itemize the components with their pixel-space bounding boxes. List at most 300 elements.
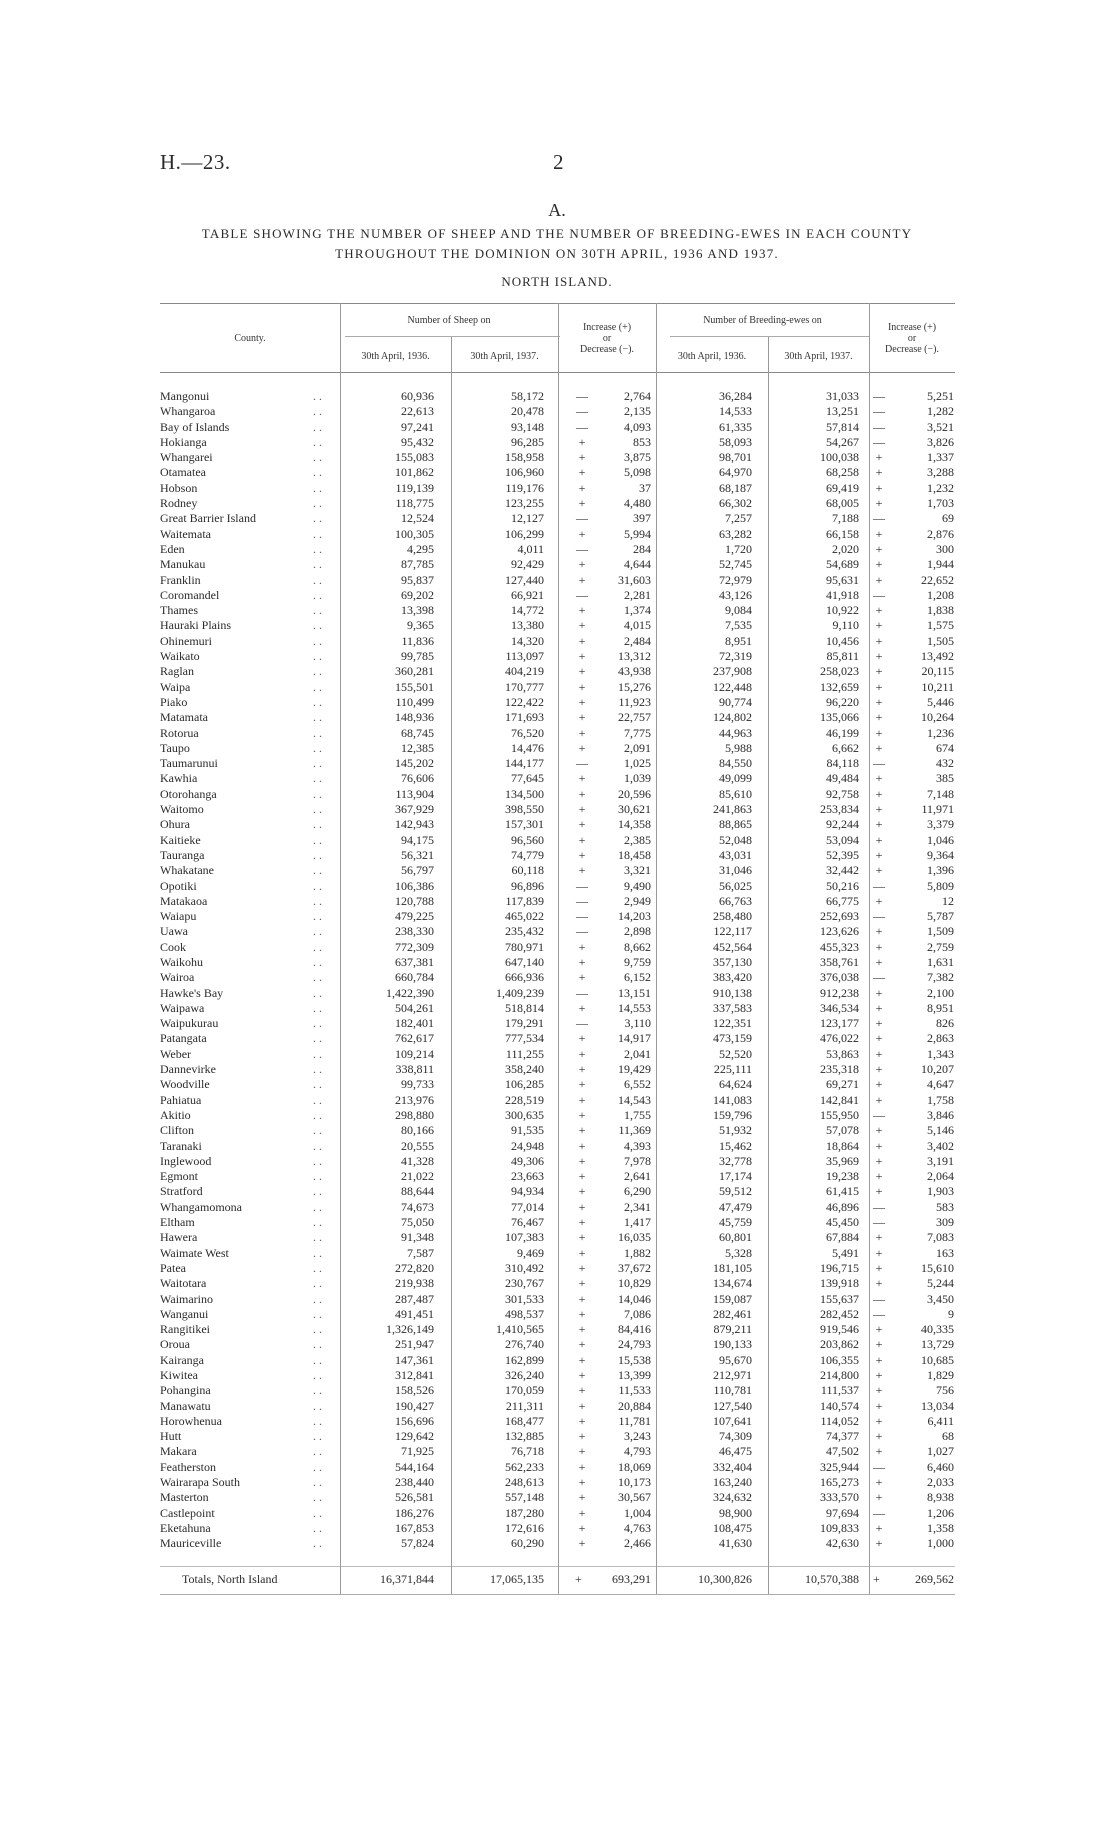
ewes-change-sign: +	[875, 541, 883, 556]
table-title-line2: THROUGHOUT THE DOMINION ON 30TH APRIL, 1936 AND 1937.	[335, 246, 779, 261]
ewes-change: 3,450	[927, 1291, 954, 1306]
sheep-1936: 251,947	[395, 1337, 434, 1352]
ewes-change-sign: +	[875, 939, 883, 954]
leader-dots: . .	[313, 1031, 322, 1046]
ewes-1937: 196,715	[820, 1260, 859, 1275]
table-row	[0, 435, 1114, 450]
leader-dots: . .	[313, 1062, 322, 1077]
sheep-1937: 14,772	[511, 603, 544, 618]
leader-dots: . .	[313, 802, 322, 817]
county-name: Makara	[160, 1444, 197, 1459]
sheep-1936: 97,241	[401, 419, 434, 434]
county-name: Waikato	[160, 649, 200, 664]
table-row	[0, 1292, 1114, 1307]
totals-sheep-sign: +	[575, 1572, 582, 1586]
ewes-1937: 85,811	[826, 649, 859, 664]
sheep-1936: 186,276	[395, 1505, 434, 1520]
sheep-change-sign: +	[578, 832, 586, 847]
ewes-change-sign: +	[875, 1031, 883, 1046]
county-name: Matamata	[160, 710, 208, 725]
county-name: Taupo	[160, 740, 190, 755]
sheep-1937: 235,432	[505, 924, 544, 939]
table-row	[0, 710, 1114, 725]
sheep-1936: 213,976	[395, 1092, 434, 1107]
sheep-change: 1,039	[624, 771, 651, 786]
ewes-change-sign: —	[873, 434, 885, 449]
ewes-change-sign: +	[875, 1490, 883, 1505]
ewes-change: 1,838	[927, 603, 954, 618]
ewes-change-sign: +	[875, 679, 883, 694]
ewes-change-sign: +	[875, 847, 883, 862]
ewes-change-sign: —	[873, 1291, 885, 1306]
sheep-change-sign: +	[578, 526, 586, 541]
table-row	[0, 924, 1114, 939]
ewes-change: 10,685	[921, 1352, 954, 1367]
county-name: Ohinemuri	[160, 633, 212, 648]
sheep-change-sign: —	[576, 511, 588, 526]
ewes-change-sign: —	[873, 1215, 885, 1230]
sheep-1937: 60,290	[511, 1536, 544, 1551]
sheep-1936: 118,775	[395, 496, 434, 511]
ewes-1937: 32,442	[826, 863, 859, 878]
ewes-change-sign: +	[875, 1245, 883, 1260]
sheep-group-header: Number of Sheep on	[407, 315, 491, 326]
ewes-1936: 14,533	[719, 404, 752, 419]
ewes-1937: 92,244	[826, 817, 859, 832]
ewes-group-rule	[670, 336, 870, 337]
sheep-1936: 287,487	[395, 1291, 434, 1306]
ewes-1937: 96,220	[826, 694, 859, 709]
table-row	[0, 1460, 1114, 1475]
leader-dots: . .	[313, 541, 322, 556]
sheep-1937: 300,635	[505, 1107, 544, 1122]
ewes-change: 1,000	[927, 1536, 954, 1551]
sheep-change-sign: —	[576, 404, 588, 419]
table-row	[0, 404, 1114, 419]
ewes-1936: 41,630	[719, 1536, 752, 1551]
sheep-change: 16,035	[618, 1230, 651, 1245]
sheep-change: 18,069	[618, 1459, 651, 1474]
sheep-change-sign: —	[576, 909, 588, 924]
sheep-1937: 77,645	[511, 771, 544, 786]
ewes-change-sign: +	[875, 954, 883, 969]
ewes-change: 3,379	[927, 817, 954, 832]
ewes-change-sign: +	[875, 450, 883, 465]
ewes-1936: 159,796	[713, 1107, 752, 1122]
sheep-1937: 123,255	[505, 496, 544, 511]
table-row	[0, 1016, 1114, 1031]
sheep-change-sign: +	[578, 1077, 586, 1092]
sheep-change-sign: —	[576, 756, 588, 771]
sheep-1937: 562,233	[505, 1459, 544, 1474]
ewes-1936: 51,932	[719, 1123, 752, 1138]
ewes-1937: 2,020	[832, 541, 859, 556]
sheep-1936: 1,422,390	[386, 985, 434, 1000]
sheep-1936: 367,929	[395, 802, 434, 817]
sheep-change-sign: +	[578, 1138, 586, 1153]
sheep-1937: 106,299	[505, 526, 544, 541]
leader-dots: . .	[313, 572, 322, 587]
ewes-1937: 49,484	[826, 771, 859, 786]
sheep-change: 4,393	[624, 1138, 651, 1153]
leader-dots: . .	[313, 1337, 322, 1352]
county-name: Waitomo	[160, 802, 204, 817]
table-row	[0, 726, 1114, 741]
ewes-1936: 15,462	[719, 1138, 752, 1153]
sheep-1936: 298,880	[395, 1107, 434, 1122]
sheep-change-sign: —	[576, 878, 588, 893]
sheep-1936: 167,853	[395, 1520, 434, 1535]
sheep-1937: 93,148	[511, 419, 544, 434]
sheep-change-sign: +	[578, 1184, 586, 1199]
ewes-change-sign: +	[875, 465, 883, 480]
sheep-change-sign: +	[578, 710, 586, 725]
ewes-1937: 35,969	[826, 1153, 859, 1168]
sheep-change-sign: +	[578, 1291, 586, 1306]
ewes-change: 69	[942, 511, 954, 526]
sheep-change: 4,793	[624, 1444, 651, 1459]
ewes-change-sign: +	[875, 924, 883, 939]
sheep-1937: 23,663	[511, 1169, 544, 1184]
ewes-1936: 134,674	[713, 1276, 752, 1291]
sheep-1937: 465,022	[505, 909, 544, 924]
ewes-1936: 98,701	[719, 450, 752, 465]
sheep-1936: 4,295	[407, 541, 434, 556]
table-row	[0, 833, 1114, 848]
sheep-change-sign: +	[578, 603, 586, 618]
county-name: Eketahuna	[160, 1520, 211, 1535]
ewes-1936: 110,781	[713, 1383, 752, 1398]
ewes-1937: 214,800	[820, 1368, 859, 1382]
ewes-change: 1,208	[927, 587, 954, 602]
ewes-1937: 53,094	[826, 832, 859, 847]
county-name: Hobson	[160, 480, 198, 495]
ewes-change-sign: +	[875, 572, 883, 587]
sheep-change-sign: +	[578, 664, 586, 679]
leader-dots: . .	[313, 725, 322, 740]
county-name: Clifton	[160, 1123, 195, 1138]
sheep-change: 11,781	[618, 1413, 651, 1428]
sheep-1937: 157,301	[505, 817, 544, 832]
ewes-1936: 95,670	[719, 1352, 752, 1367]
ewes-1937: 325,944	[820, 1459, 859, 1474]
table-row	[0, 1215, 1114, 1230]
ewes-change: 1,282	[927, 404, 954, 419]
sheep-1936: 145,202	[395, 756, 434, 771]
sheep-change: 84,416	[618, 1322, 651, 1337]
county-name: Taranaki	[160, 1138, 202, 1153]
sheep-change: 13,312	[618, 649, 651, 664]
table-row	[0, 1490, 1114, 1505]
ewes-change-sign: +	[875, 985, 883, 1000]
ewes-1936: 47,479	[719, 1199, 752, 1214]
sheep-1937: 170,059	[505, 1383, 544, 1398]
sheep-1936: 526,581	[395, 1490, 434, 1505]
ewes-change: 8,951	[927, 1000, 954, 1015]
table-row	[0, 1139, 1114, 1154]
ewes-change: 7,382	[927, 970, 954, 985]
county-name: Piako	[160, 694, 188, 709]
county-name: Waiapu	[160, 909, 197, 924]
ewes-change: 5,244	[927, 1276, 954, 1291]
sheep-change: 20,884	[618, 1398, 651, 1413]
ewes-change-sign: +	[875, 1444, 883, 1459]
ewes-1936: 163,240	[713, 1475, 752, 1490]
table-row	[0, 1307, 1114, 1322]
leader-dots: . .	[313, 679, 322, 694]
leader-dots: . .	[313, 1520, 322, 1535]
sheep-change: 43,938	[618, 664, 651, 679]
sheep-1937: 24,948	[511, 1138, 544, 1153]
ewes-1936: 46,475	[719, 1444, 752, 1459]
ewes-1937: 10,922	[826, 603, 859, 618]
ewes-change-sign: +	[875, 1413, 883, 1428]
ewes-1936: 66,763	[719, 893, 752, 908]
table-row	[0, 986, 1114, 1001]
ewes-1936: 85,610	[719, 786, 752, 801]
totals-ewes-1937: 10,570,388	[805, 1572, 859, 1586]
sheep-1937: 60,118	[511, 863, 544, 878]
sheep-1937: 211,311	[505, 1398, 544, 1413]
ewes-1936: 5,328	[725, 1245, 752, 1260]
leader-dots: . .	[313, 1169, 322, 1184]
ewes-change: 3,521	[927, 419, 954, 434]
sheep-1936: 148,936	[395, 710, 434, 725]
county-name: Uawa	[160, 924, 188, 939]
sheep-1936: 101,862	[395, 465, 434, 480]
ewes-change: 9	[948, 1306, 954, 1321]
sheep-1936: 57,824	[401, 1536, 434, 1551]
table-row	[0, 603, 1114, 618]
county-name: Inglewood	[160, 1153, 212, 1168]
sheep-change: 1,882	[624, 1245, 651, 1260]
sheep-1937: 76,467	[511, 1215, 544, 1230]
sheep-change: 11,923	[618, 694, 651, 709]
sheep-1936: 20,555	[401, 1138, 434, 1153]
table-row	[0, 1353, 1114, 1368]
table-row	[0, 894, 1114, 909]
sheep-1936: 41,328	[401, 1153, 434, 1168]
sheep-change: 13,399	[618, 1368, 651, 1382]
ewes-change: 10,207	[921, 1062, 954, 1077]
island-heading: NORTH ISLAND.	[501, 274, 613, 289]
sheep-1936: 80,166	[401, 1123, 434, 1138]
sheep-change: 30,621	[618, 802, 651, 817]
ewes-change: 22,652	[921, 572, 954, 587]
table-row	[0, 527, 1114, 542]
leader-dots: . .	[313, 618, 322, 633]
ewes-change-sign: +	[875, 526, 883, 541]
ewes-change-sign: —	[873, 587, 885, 602]
leader-dots: . .	[313, 924, 322, 939]
sheep-change: 3,243	[624, 1429, 651, 1444]
county-name: Oroua	[160, 1337, 190, 1352]
ewes-change: 1,343	[927, 1046, 954, 1061]
ewes-1937: 10,456	[826, 633, 859, 648]
ewes-change-sign: +	[875, 771, 883, 786]
sheep-change-sign: +	[578, 1413, 586, 1428]
leader-dots: . .	[313, 1383, 322, 1398]
sheep-change-sign: +	[578, 1383, 586, 1398]
sheep-change-sign: +	[578, 465, 586, 480]
ewes-1937: 165,273	[820, 1475, 859, 1490]
ewes-1937: 6,662	[832, 740, 859, 755]
sheep-1937: 107,383	[505, 1230, 544, 1245]
ewes-1936: 64,624	[719, 1077, 752, 1092]
sheep-1937: 96,285	[511, 434, 544, 449]
ewes-change-sign: +	[875, 1536, 883, 1551]
ewes-change: 385	[936, 771, 954, 786]
sheep-1937: 96,560	[511, 832, 544, 847]
sheep-1937: 158,958	[505, 450, 544, 465]
sheep-1937: 76,718	[511, 1444, 544, 1459]
ewes-change: 1,631	[927, 954, 954, 969]
table-row	[0, 542, 1114, 557]
county-name: Pahiatua	[160, 1092, 202, 1107]
sheep-1937: 498,537	[505, 1306, 544, 1321]
sheep-1937: 14,320	[511, 633, 544, 648]
ewes-change: 1,575	[927, 618, 954, 633]
county-name: Tauranga	[160, 847, 205, 862]
sheep-1936: 69,202	[401, 587, 434, 602]
ewes-1936: 52,745	[719, 557, 752, 572]
totals-bottom-rule	[160, 1594, 955, 1595]
sheep-1937: 96,896	[511, 878, 544, 893]
ewes-change: 2,033	[927, 1475, 954, 1490]
table-row	[0, 389, 1114, 404]
sheep-1936: 120,788	[395, 893, 434, 908]
sheep-1937: 119,176	[505, 480, 544, 495]
leader-dots: . .	[313, 557, 322, 572]
ewes-change-sign: +	[875, 1398, 883, 1413]
sheep-1936: 479,225	[395, 909, 434, 924]
sheep-change: 853	[633, 434, 651, 449]
ewes-change: 40,335	[921, 1322, 954, 1337]
sheep-change-sign: +	[578, 1398, 586, 1413]
decrease-label: Decrease (−).	[885, 344, 939, 355]
leader-dots: . .	[313, 847, 322, 862]
sheep-1936: 155,501	[395, 679, 434, 694]
leader-dots: . .	[313, 756, 322, 771]
sheep-change: 37	[639, 480, 651, 495]
sheep-1936: 142,943	[395, 817, 434, 832]
or-label: or	[602, 333, 612, 344]
sheep-1936: 60,936	[401, 389, 434, 403]
sheep-1936: 360,281	[395, 664, 434, 679]
sheep-change: 31,603	[618, 572, 651, 587]
county-name: Hauraki Plains	[160, 618, 231, 633]
leader-dots: . .	[313, 771, 322, 786]
sheep-change: 5,098	[624, 465, 651, 480]
ewes-1937: 57,078	[826, 1123, 859, 1138]
sheep-1936: 491,451	[395, 1306, 434, 1321]
sheep-1936: 544,164	[395, 1459, 434, 1474]
sheep-change: 3,321	[624, 863, 651, 878]
sheep-1936: 238,440	[395, 1475, 434, 1490]
ewes-1936: 324,632	[713, 1490, 752, 1505]
sheep-change-sign: —	[576, 541, 588, 556]
leader-dots: . .	[313, 832, 322, 847]
sheep-1936: 272,820	[395, 1260, 434, 1275]
ewes-1936: 43,126	[719, 587, 752, 602]
county-name: Egmont	[160, 1169, 198, 1184]
sheep-change-sign: +	[578, 1215, 586, 1230]
county-name: Manawatu	[160, 1398, 211, 1413]
county-name: Ohura	[160, 817, 190, 832]
county-name: Eden	[160, 541, 185, 556]
sheep-change-sign: —	[576, 1016, 588, 1031]
leader-dots: . .	[313, 511, 322, 526]
or-label: or	[907, 333, 917, 344]
ewes-1937: 5,491	[832, 1245, 859, 1260]
sheep-change-sign: +	[578, 1322, 586, 1337]
ewes-change: 1,703	[927, 496, 954, 511]
leader-dots: . .	[313, 434, 322, 449]
sheep-1936: 158,526	[395, 1383, 434, 1398]
ewes-1936: 58,093	[719, 434, 752, 449]
county-name: Waipukurau	[160, 1016, 219, 1031]
ewes-change: 1,829	[927, 1368, 954, 1382]
county-name: Rodney	[160, 496, 198, 511]
county-name: Whangarei	[160, 450, 213, 465]
table-row	[0, 1001, 1114, 1016]
sheep-change-sign: +	[578, 1062, 586, 1077]
ewes-1937: 47,502	[826, 1444, 859, 1459]
ewes-change-sign: +	[875, 480, 883, 495]
ewes-change-sign: +	[875, 1123, 883, 1138]
sheep-change-sign: +	[578, 1123, 586, 1138]
sheep-1937: 77,014	[511, 1199, 544, 1214]
ewes-1936: 49,099	[719, 771, 752, 786]
sheep-change: 4,644	[624, 557, 651, 572]
ewes-1936: 879,211	[713, 1322, 752, 1337]
sheep-1937: 358,240	[505, 1062, 544, 1077]
ewes-change: 1,337	[927, 450, 954, 465]
ewes-change-sign: +	[875, 725, 883, 740]
ewes-1936: 74,309	[719, 1429, 752, 1444]
county-name: Hawera	[160, 1230, 198, 1245]
table-row	[0, 1429, 1114, 1444]
ewes-1937: 92,758	[826, 786, 859, 801]
ewes-change: 8,938	[927, 1490, 954, 1505]
ewes-change: 3,826	[927, 434, 954, 449]
leader-dots: . .	[313, 1000, 322, 1015]
ewes-change: 1,758	[927, 1092, 954, 1107]
ewes-change-sign: —	[873, 1459, 885, 1474]
sheep-1937: 301,533	[505, 1291, 544, 1306]
ewes-change: 3,191	[927, 1153, 954, 1168]
leader-dots: . .	[313, 404, 322, 419]
sheep-change: 10,173	[618, 1475, 651, 1490]
ewes-change: 309	[936, 1215, 954, 1230]
county-name: Waitotara	[160, 1276, 207, 1291]
sheep-1936: 190,427	[395, 1398, 434, 1413]
table-row	[0, 848, 1114, 863]
leader-dots: . .	[313, 817, 322, 832]
ewes-1937: 46,199	[826, 725, 859, 740]
leader-dots: . .	[313, 740, 322, 755]
county-name: Waimate West	[160, 1245, 229, 1260]
sheep-change: 2,041	[624, 1046, 651, 1061]
county-name: Rangitikei	[160, 1322, 210, 1337]
county-name: Great Barrier Island	[160, 511, 256, 526]
leader-dots: . .	[313, 878, 322, 893]
ewes-change: 583	[936, 1199, 954, 1214]
sheep-change: 3,110	[624, 1016, 651, 1031]
leader-dots: . .	[313, 970, 322, 985]
county-name: Eltham	[160, 1215, 195, 1230]
ewes-1937: 19,238	[826, 1169, 859, 1184]
